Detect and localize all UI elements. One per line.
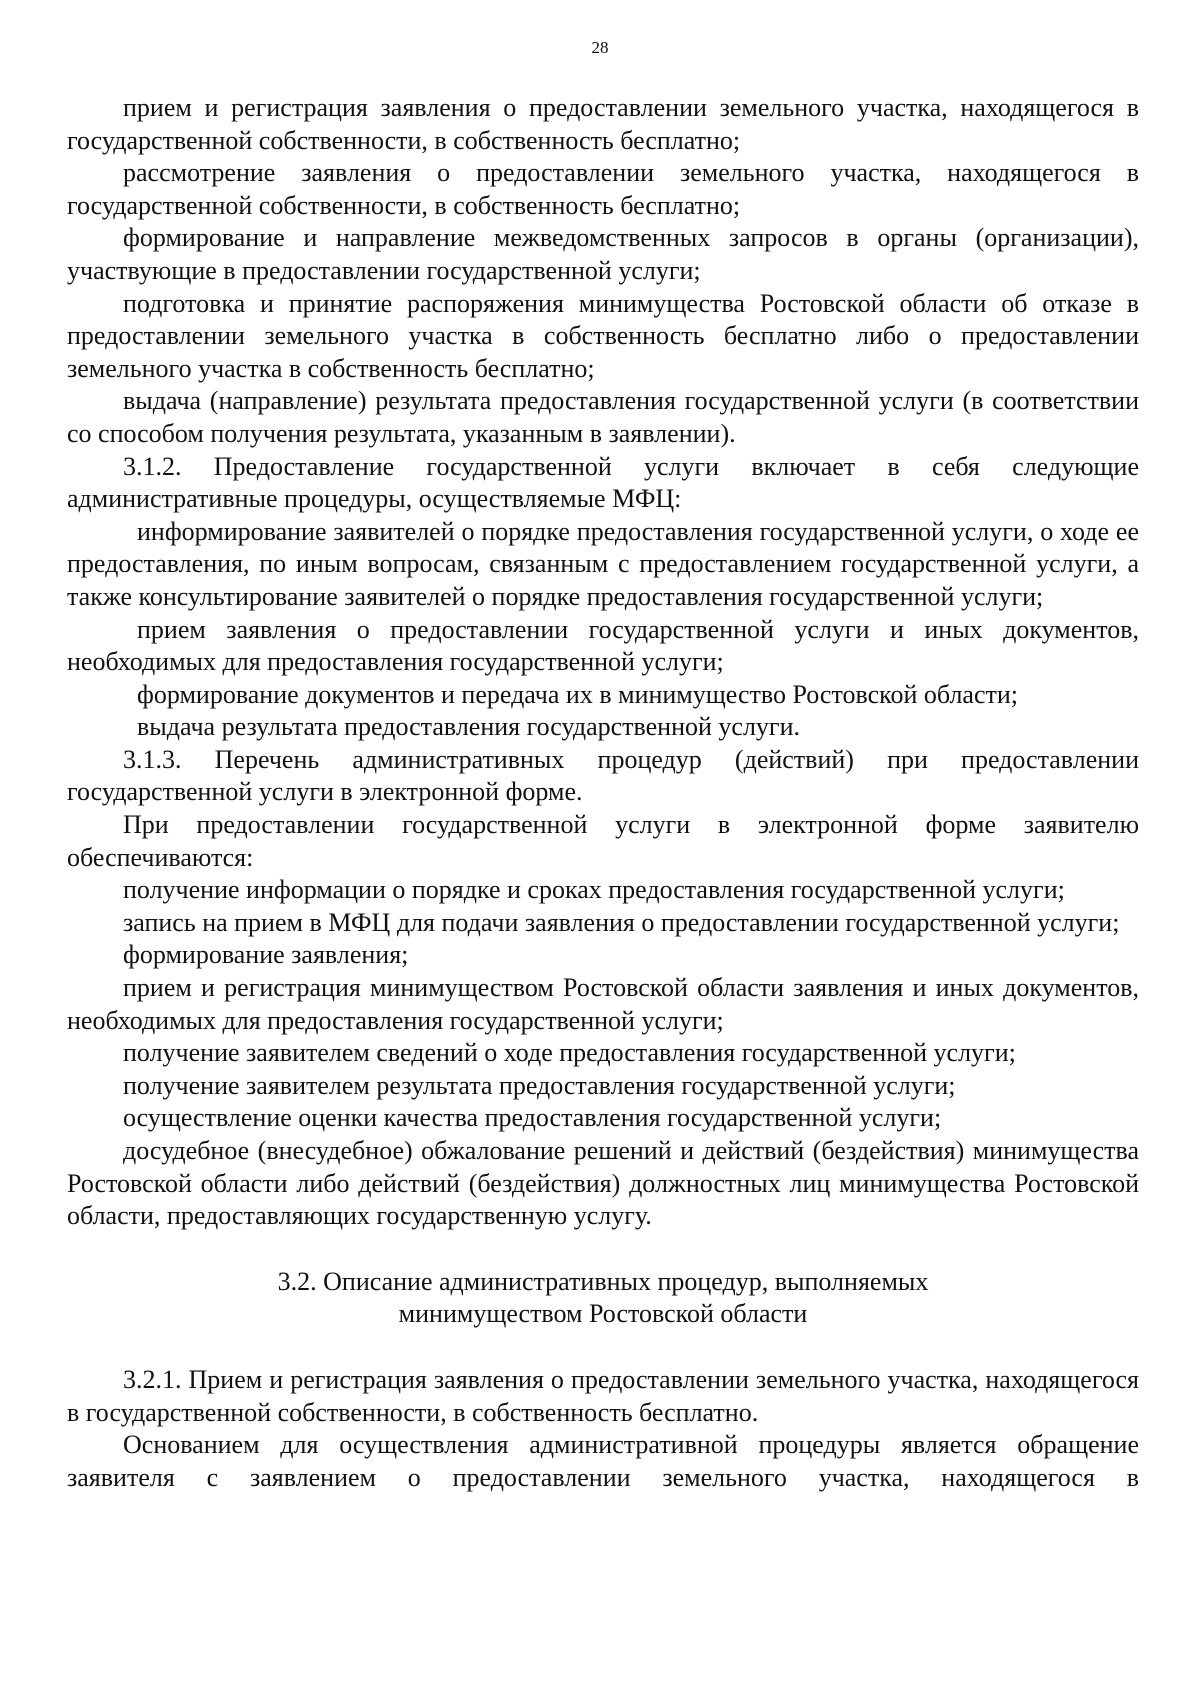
paragraph: досудебное (внесудебное) обжалование решений и действий (бездействия) минимущества Ростовской области либо действий (бездействия) должностных лиц минимущества Ростовской области, предоставляющих государственную услугу. [67, 1136, 1139, 1231]
paragraph: выдача (направление) результата предоставления государственной услуги (в соответствии со способом получения результата, указанным в заявлении). [67, 386, 1139, 448]
section-heading [67, 1266, 1139, 1331]
document-body [67, 92, 1139, 1494]
paragraph: подготовка и принятие распоряжения минимущества Ростовской области об отказе в предоставлении земельного участка в собственность бесплатно либо о предоставлении земельного участка в собственность бесплатно; [67, 288, 1139, 383]
section-heading-line: 3.2. Описание административных процедур, выполняемых [277, 1266, 929, 1296]
paragraph: формирование заявления; [123, 940, 409, 970]
paragraph: прием и регистрация заявления о предоставлении земельного участка, находящегося в государственной собственности, в собственность бесплатно; [67, 93, 1139, 155]
paragraph: информирование заявителей о порядке предоставления государственной услуги, о ходе ее предоставления, по иным вопросам, связанным с предоставлением государственной услуги, а также консультирование заявителей о порядке предоставления государственной услуги; [67, 516, 1139, 611]
paragraph-3-1-2: 3.1.2. Предоставление государственной услуги включает в себя следующие административные процедуры, осуществляемые МФЦ: [67, 451, 1139, 514]
paragraph-3-1-3: 3.1.3. Перечень административных процедур (действий) при предоставлении государственной услуги в электронной форме. [67, 744, 1139, 807]
section-heading-line: минимуществом Ростовской области [398, 1299, 808, 1329]
paragraph: получение заявителем результата предоставления государственной услуги; [123, 1070, 956, 1100]
page-number: 28 [591, 38, 609, 57]
paragraph: Основанием для осуществления административной процедуры является обращение заявителя с заявлением о предоставлении земельного участка, находящегося в [67, 1430, 1139, 1492]
paragraph: запись на прием в МФЦ для подачи заявления о предоставлении государственной услуги; [123, 907, 1120, 937]
paragraph: формирование документов и передача их в минимущество Ростовской области; [137, 679, 1019, 709]
paragraph: прием и регистрация минимуществом Ростовской области заявления и иных документов, необходимых для предоставления государственной услуги; [67, 973, 1139, 1035]
paragraph: прием заявления о предоставлении государственной услуги и иных документов, необходимых для предоставления государственной услуги; [67, 614, 1139, 677]
paragraph: получение информации о порядке и сроках предоставления государственной услуги; [123, 875, 1065, 905]
paragraph-3-2-1: 3.2.1. Прием и регистрация заявления о предоставлении земельного участка, находящегося в государственной собственности, в собственность бесплатно. [67, 1364, 1139, 1427]
paragraph: формирование и направление межведомственных запросов в органы (организации), участвующие в предоставлении государственной услуги; [67, 223, 1139, 285]
paragraph: получение заявителем сведений о ходе предоставления государственной услуги; [123, 1038, 1016, 1068]
paragraph: рассмотрение заявления о предоставлении земельного участка, находящегося в государственной собственности, в собственность бесплатно; [67, 158, 1139, 220]
paragraph: осуществление оценки качества предоставления государственной услуги; [123, 1103, 942, 1133]
paragraph: При предоставлении государственной услуги в электронной форме заявителю обеспечиваются: [67, 810, 1139, 872]
paragraph: выдача результата предоставления государственной услуги. [137, 712, 801, 742]
